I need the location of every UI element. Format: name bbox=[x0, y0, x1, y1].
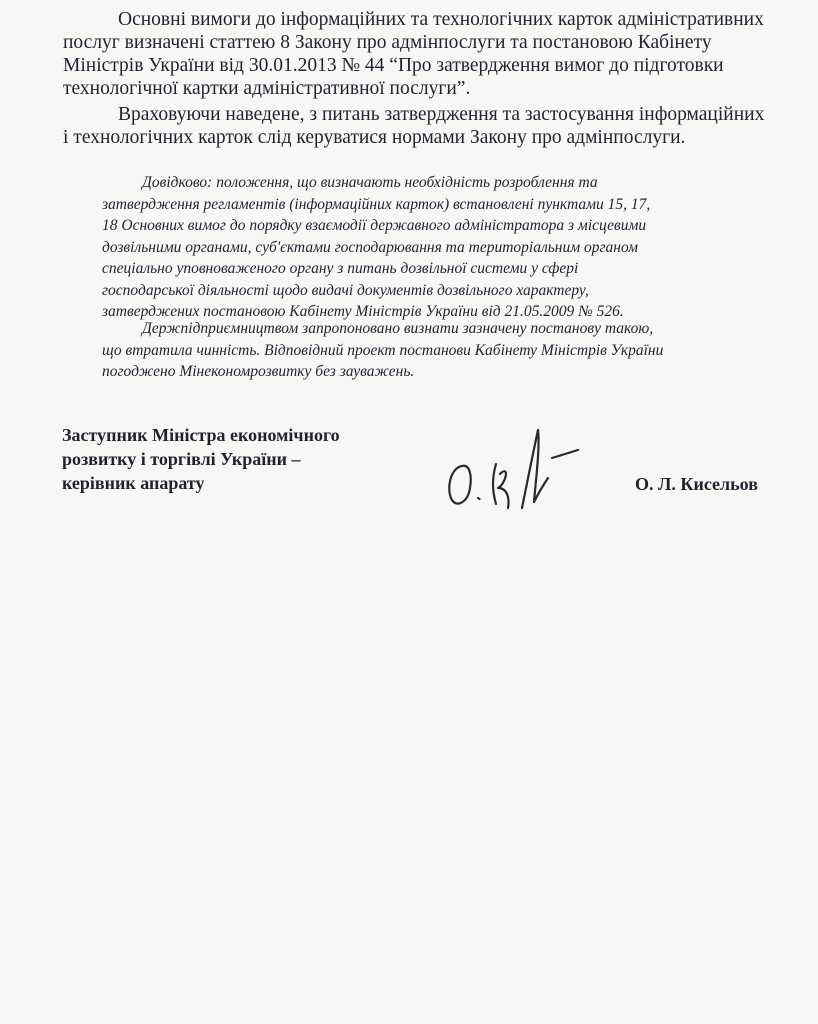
text-line: технологічної картки адміністративної послуги”. bbox=[63, 78, 471, 99]
signer-position-line: керівник апарату bbox=[62, 473, 205, 493]
text-line: господарської діяльності щодо видачі документів дозвільного характеру, bbox=[102, 281, 589, 299]
handwritten-signature bbox=[440, 418, 590, 513]
reference-note-paragraph-1 bbox=[102, 172, 750, 323]
body-paragraph-2 bbox=[63, 103, 799, 149]
body-paragraph-1 bbox=[63, 8, 799, 100]
text-line: спеціально уповноваженого органу з питань дозвільної системи у сфері bbox=[102, 260, 579, 277]
signer-position bbox=[62, 423, 340, 495]
text-line: Довідково: положення, що визначають необхідність розроблення та bbox=[142, 174, 598, 191]
text-line: Враховуючи наведене, з питань затвердження та застосування інформаційних bbox=[118, 104, 765, 125]
signer-position-line: розвитку і торгівлі України – bbox=[62, 449, 301, 469]
text-line: послуг визначені статтею 8 Закону про адмінпослуги та постановою Кабінету bbox=[63, 32, 712, 53]
text-line: Основні вимоги до інформаційних та технологічних карток адміністративних bbox=[118, 9, 764, 30]
text-line: Міністрів України від 30.01.2013 № 44 “Про затвердження вимог до підготовки bbox=[63, 55, 724, 76]
text-line: і технологічних карток слід керуватися нормами Закону про адмінпослуги. bbox=[63, 127, 686, 148]
signer-name: О. Л. Кисельов bbox=[635, 474, 758, 494]
text-line: затверджених постановою Кабінету Міністрів України від 21.05.2009 № 526. bbox=[102, 303, 624, 320]
text-line: погоджено Мінекономрозвитку без зауважень. bbox=[102, 363, 415, 380]
reference-note-paragraph-2 bbox=[102, 318, 750, 383]
signer-position-line: Заступник Міністра економічного bbox=[62, 425, 340, 445]
text-line: дозвільними органами, суб'єктами господарювання та територіальним органом bbox=[102, 238, 639, 256]
text-line: 18 Основних вимог до порядку взаємодії державного адміністратора з місцевими bbox=[102, 217, 647, 234]
text-line: Держпідприємництвом запропоновано визнати зазначену постанову такою, bbox=[142, 320, 654, 337]
text-line: затвердження регламентів (інформаційних карток) встановлені пунктами 15, 17, bbox=[102, 195, 651, 213]
text-line: що втратила чинність. Відповідний проект постанови Кабінету Міністрів України bbox=[102, 341, 664, 359]
